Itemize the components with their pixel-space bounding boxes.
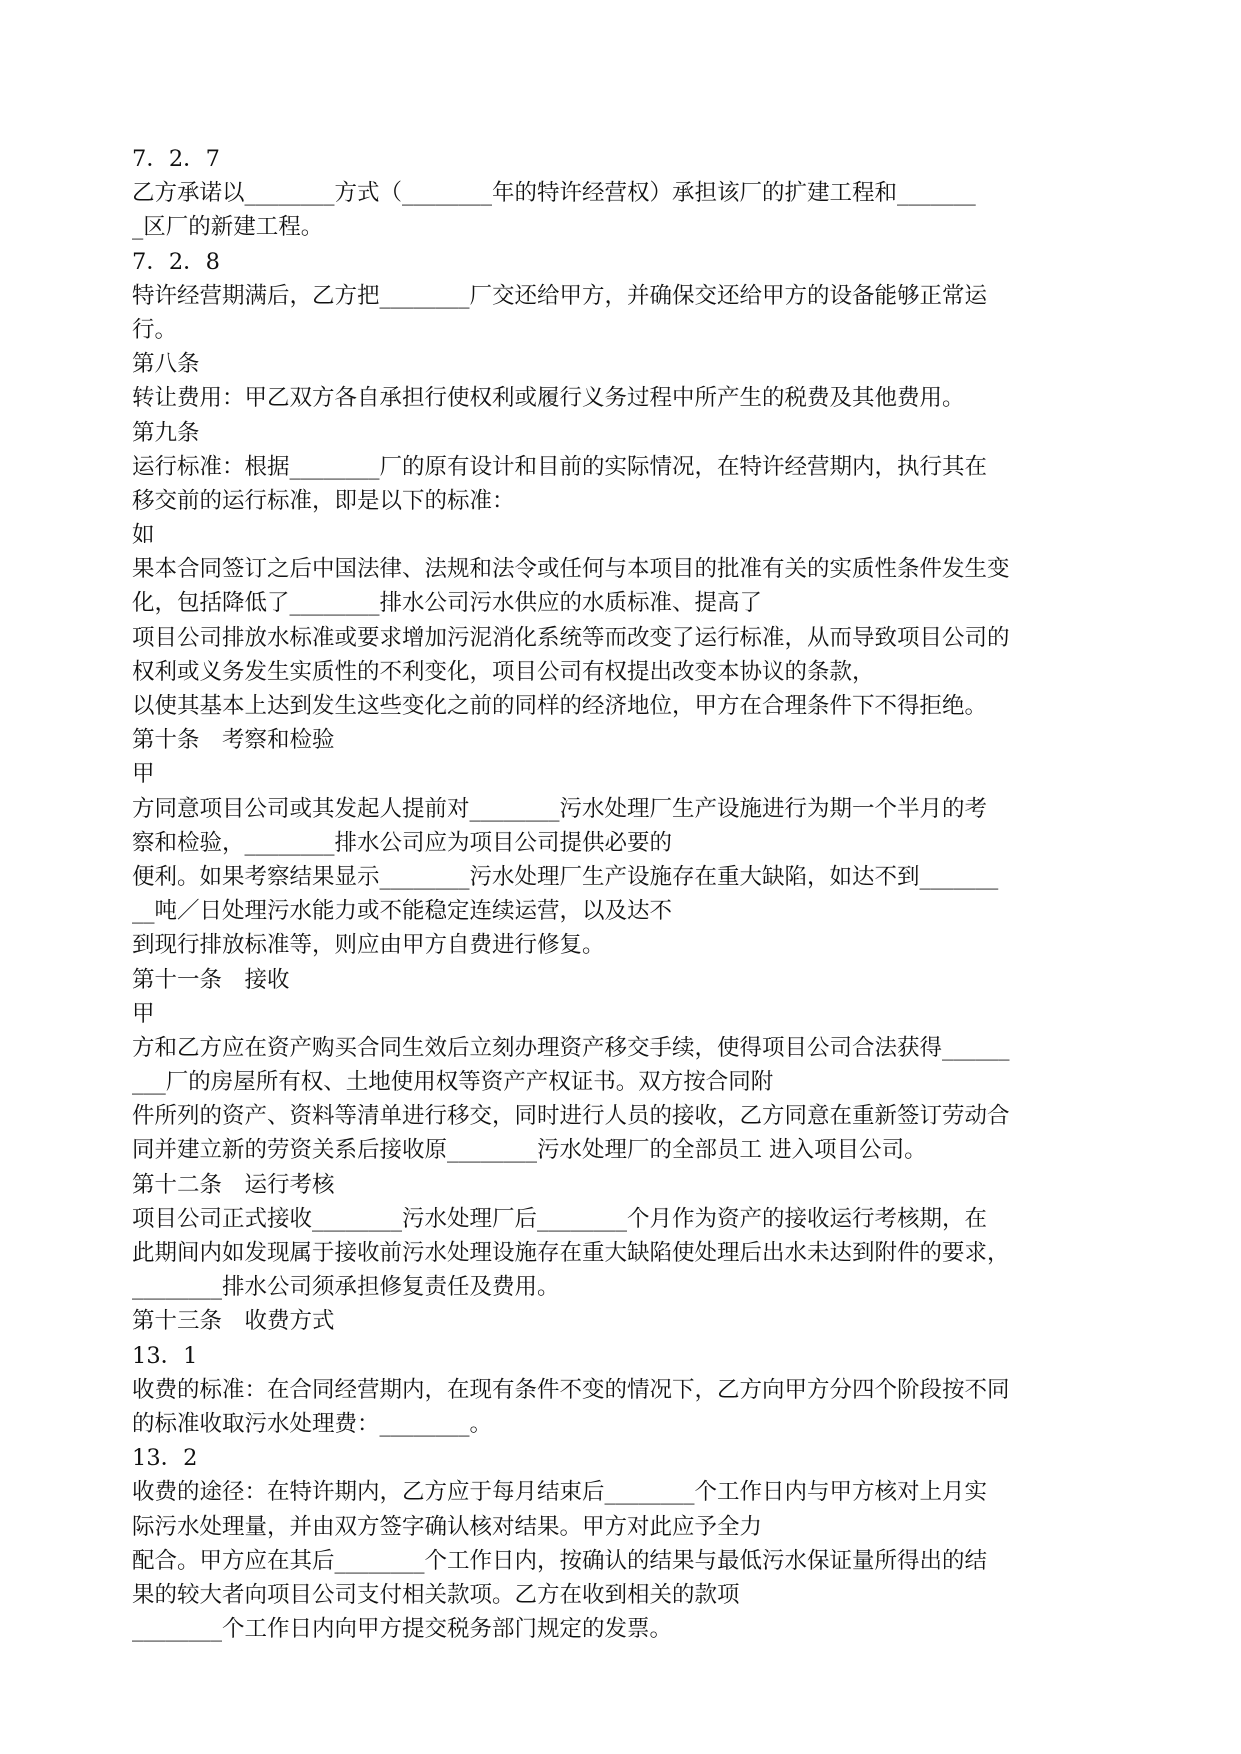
article-heading-13: 第十三条 收费方式 — [132, 1308, 335, 1335]
article-heading-12: 第十二条 运行考核 — [132, 1171, 335, 1198]
paragraph-line: 行。 — [132, 316, 178, 343]
paragraph-line: 项目公司排放水标准或要求增加污泥消化系统等而改变了运行标准，从而导致项目公司的 — [132, 624, 1010, 651]
paragraph-line: 移交前的运行标准，即是以下的标准： — [132, 487, 515, 514]
clause-number-13-1: 13．1 — [132, 1342, 198, 1369]
paragraph-line: 的标准收取污水处理费：________。 — [132, 1410, 493, 1437]
clause-number-7-2-7: 7．2．7 — [132, 146, 220, 172]
paragraph-line: 如 — [132, 522, 155, 549]
paragraph-line: __吨／日处理污水能力或不能稳定连续运营，以及达不 — [132, 898, 673, 925]
paragraph-line: ___厂的房屋所有权、土地使用权等资产产权证书。双方按合同附 — [132, 1069, 774, 1096]
paragraph-line: 收费的标准：在合同经营期内，在现有条件不变的情况下，乙方向甲方分四个阶段按不同 — [132, 1376, 1010, 1403]
paragraph-line: 此期间内如发现属于接收前污水处理设施存在重大缺陷使处理后出水未达到附件的要求， — [132, 1240, 1010, 1266]
paragraph-line: ________个工作日内向甲方提交税务部门规定的发票。 — [132, 1616, 673, 1643]
paragraph-line: 到现行排放标准等，则应由甲方自费进行修复。 — [132, 932, 605, 959]
paragraph-line: 同并建立新的劳资关系后接收原________污水处理厂的全部员工 进入项目公司。 — [132, 1137, 927, 1164]
paragraph-line: 项目公司正式接收________污水处理厂后________个月作为资产的接收运行考核期，在 — [132, 1205, 988, 1232]
paragraph-line: 以使其基本上达到发生这些变化之前的同样的经济地位，甲方在合理条件下不得拒绝。 — [132, 693, 988, 719]
paragraph-line: 特许经营期满后，乙方把________厂交还给甲方，并确保交还给甲方的设备能够正常运 — [132, 282, 988, 309]
paragraph-line: 方和乙方应在资产购买合同生效后立刻办理资产移交手续，使得项目公司合法获得______ — [132, 1034, 1010, 1061]
article-heading-10: 第十条 考察和检验 — [132, 727, 335, 754]
paragraph-line: 转让费用：甲乙双方各自承担行使权利或履行义务过程中所产生的税费及其他费用。 — [132, 385, 965, 412]
paragraph-line: 甲 — [132, 761, 155, 788]
article-heading-11: 第十一条 接收 — [132, 966, 290, 993]
paragraph-line: 际污水处理量，并由双方签字确认核对结果。甲方对此应予全力 — [132, 1513, 763, 1540]
paragraph-line: 方同意项目公司或其发起人提前对________污水处理厂生产设施进行为期一个半月的考 — [132, 795, 988, 822]
paragraph-line: 察和检验，________排水公司应为项目公司提供必要的 — [132, 829, 673, 856]
clause-number-7-2-8: 7．2．8 — [132, 248, 220, 275]
paragraph-line: 果的较大者向项目公司支付相关款项。乙方在收到相关的款项 — [132, 1581, 740, 1608]
document-page — [132, 142, 1112, 1646]
paragraph-line: 化，包括降低了________排水公司污水供应的水质标准、提高了 — [132, 590, 763, 617]
paragraph-line: 件所列的资产、资料等清单进行移交，同时进行人员的接收，乙方同意在重新签订劳动合 — [132, 1103, 1010, 1130]
paragraph-line: ________排水公司须承担修复责任及费用。 — [132, 1274, 560, 1301]
paragraph-line: 配合。甲方应在其后________个工作日内，按确认的结果与最低污水保证量所得出的结 — [132, 1547, 988, 1574]
paragraph-line: 运行标准：根据________厂的原有设计和目前的实际情况，在特许经营期内，执行其在 — [132, 453, 988, 480]
paragraph-line: 便利。如果考察结果显示________污水处理厂生产设施存在重大缺陷，如达不到_______ — [132, 863, 999, 890]
article-heading-8: 第八条 — [132, 351, 200, 378]
paragraph-line: 乙方承诺以________方式（________年的特许经营权）承担该厂的扩建工程和_______ — [132, 180, 976, 207]
paragraph-line: 权利或义务发生实质性的不利变化，项目公司有权提出改变本协议的条款， — [132, 658, 875, 685]
paragraph-line: _区厂的新建工程。 — [132, 214, 324, 241]
paragraph-line: 甲 — [132, 1000, 155, 1027]
article-heading-9: 第九条 — [132, 419, 200, 446]
clause-number-13-2: 13．2 — [132, 1445, 198, 1472]
paragraph-line: 收费的途径：在特许期内，乙方应于每月结束后________个工作日内与甲方核对上月实 — [132, 1479, 988, 1506]
paragraph-line: 果本合同签订之后中国法律、法规和法令或任何与本项目的批准有关的实质性条件发生变 — [132, 556, 1010, 583]
